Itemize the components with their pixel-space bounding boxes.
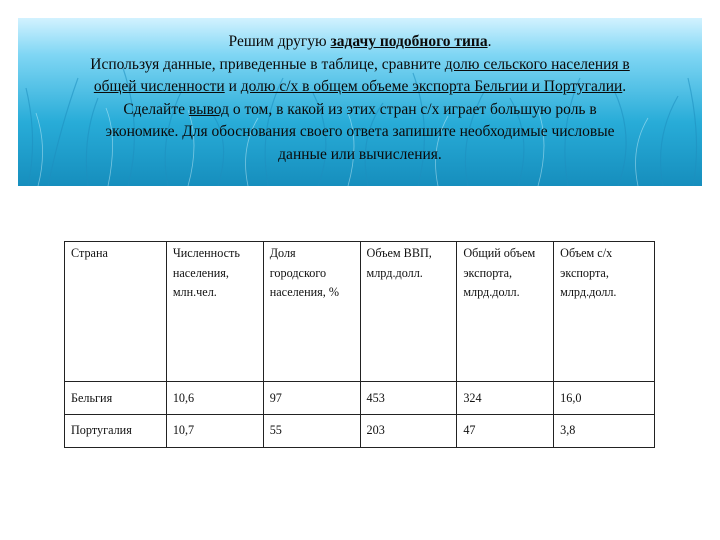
header-cell-total-export: Общий объем экспорта, млрд.долл. bbox=[457, 242, 554, 382]
header-cell-population: Численность населения, млн.чел. bbox=[166, 242, 263, 382]
header-cell-gdp: Объем ВВП, млрд.долл. bbox=[360, 242, 457, 382]
task-line-2 bbox=[18, 54, 702, 77]
task-line-5: экономике. Для обоснования своего ответа запишите необходимые числовые bbox=[105, 123, 615, 141]
task-text-segment: Используя данные, приведенные в таблице, сравните bbox=[90, 55, 445, 73]
table-cell: 47 bbox=[457, 415, 554, 448]
task-line-3 bbox=[18, 76, 702, 99]
task-line-4 bbox=[18, 99, 702, 122]
header-cell-country: Страна bbox=[65, 242, 167, 382]
task-text-segment: Решим другую bbox=[228, 33, 331, 50]
table-cell: 453 bbox=[360, 382, 457, 415]
header-cell-urban-share: Доля городского населения, % bbox=[263, 242, 360, 382]
table-cell: 97 bbox=[263, 382, 360, 415]
table-cell: 55 bbox=[263, 415, 360, 448]
task-text-segment: Сделайте bbox=[123, 100, 189, 118]
task-link-conclusion[interactable]: вывод bbox=[188, 100, 229, 118]
task-line-1 bbox=[18, 31, 702, 54]
task-text-segment: и bbox=[224, 78, 241, 96]
task-link-similar[interactable]: задачу подобного типа bbox=[330, 33, 488, 50]
task-link-rural-share[interactable]: долю сельского населения в bbox=[444, 55, 630, 73]
task-text bbox=[18, 31, 702, 167]
title-banner bbox=[18, 18, 702, 186]
table-row bbox=[65, 382, 655, 415]
table-cell: Португалия bbox=[65, 415, 167, 448]
table-cell: 10,6 bbox=[166, 382, 263, 415]
table-cell: 3,8 bbox=[554, 415, 655, 448]
table-cell: 324 bbox=[457, 382, 554, 415]
table-cell: 10,7 bbox=[166, 415, 263, 448]
table-cell: 16,0 bbox=[554, 382, 655, 415]
table-cell: 203 bbox=[360, 415, 457, 448]
table-row bbox=[65, 415, 655, 448]
task-text-segment: . bbox=[487, 33, 492, 50]
task-link-total-population[interactable]: общей численности bbox=[93, 78, 225, 96]
table-cell: Бельгия bbox=[65, 382, 167, 415]
task-text-segment: . bbox=[622, 78, 627, 96]
task-text-segment: о том, в какой из этих стран с/х играет большую роль в bbox=[229, 100, 597, 118]
task-line-6: данные или вычисления. bbox=[278, 145, 442, 163]
table-header-row bbox=[65, 242, 655, 382]
task-link-agri-export[interactable]: долю с/х в общем объеме экспорта Бельгии и Португалии bbox=[240, 78, 623, 96]
header-cell-agri-export: Объем с/х экспорта, млрд.долл. bbox=[554, 242, 655, 382]
data-table bbox=[64, 241, 655, 448]
